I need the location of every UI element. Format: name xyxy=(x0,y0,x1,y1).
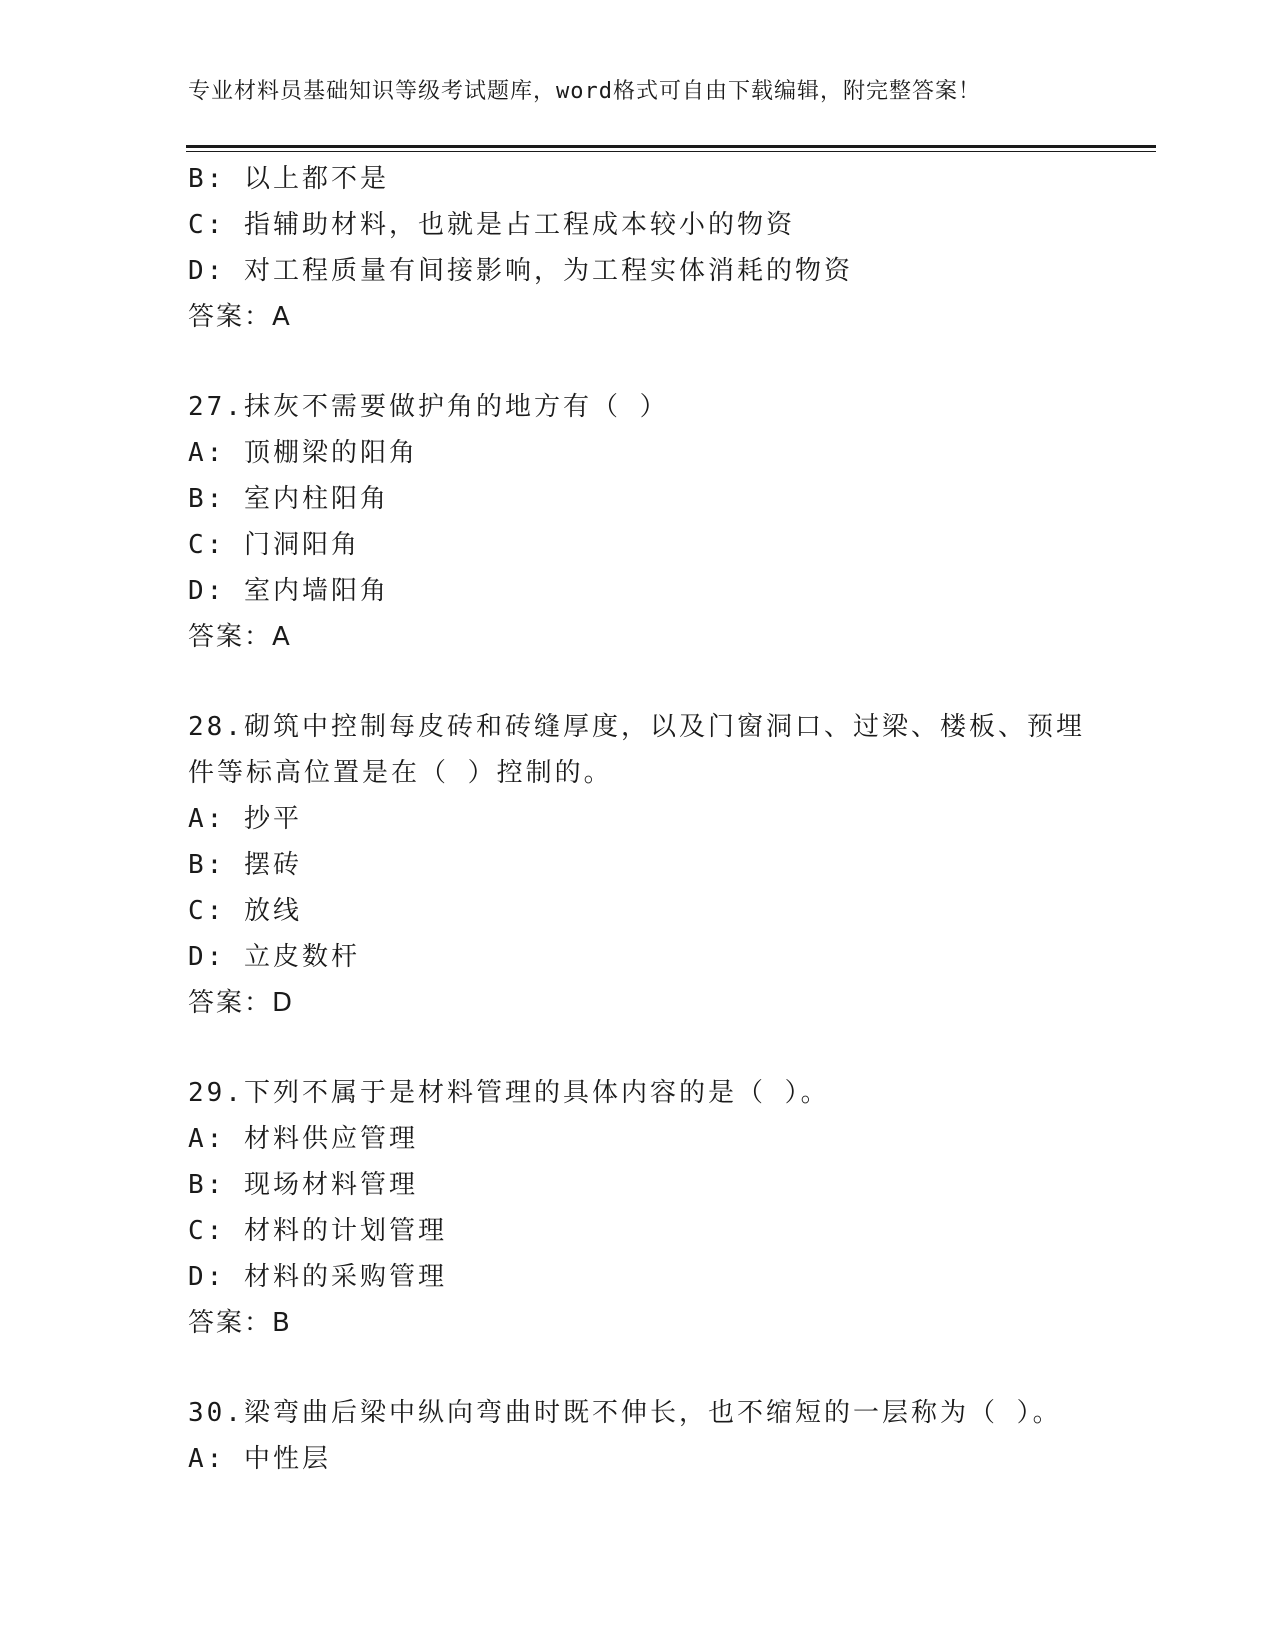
header-rule-thick xyxy=(186,145,1156,148)
question-stem: 29.下列不属于是材料管理的具体内容的是（ ）。 xyxy=(188,1078,830,1108)
option-c: C: 指辅助材料，也就是占工程成本较小的物资 xyxy=(188,210,795,240)
option-c: C: 放线 xyxy=(188,896,302,926)
option-c: C: 材料的计划管理 xyxy=(188,1216,447,1246)
document-body xyxy=(188,156,1088,1482)
question-29 xyxy=(188,1070,1088,1346)
answer: 答案：D xyxy=(188,988,295,1018)
question-stem: 30.梁弯曲后梁中纵向弯曲时既不伸长，也不缩短的一层称为（ ）。 xyxy=(188,1398,1062,1428)
option-c: C: 门洞阳角 xyxy=(188,530,360,560)
header-rule-thin xyxy=(186,151,1156,152)
question-stem-line-1: 28.砌筑中控制每皮砖和砖缝厚度，以及门窗洞口、过梁、楼板、预埋 xyxy=(188,712,1085,742)
option-d: D: 材料的采购管理 xyxy=(188,1262,447,1292)
option-d: D: 室内墙阳角 xyxy=(188,576,389,606)
question-28 xyxy=(188,704,1088,1026)
option-d: D: 立皮数杆 xyxy=(188,942,360,972)
question-26-continued xyxy=(188,156,1088,340)
option-a: A: 材料供应管理 xyxy=(188,1124,418,1154)
option-b: B: 摆砖 xyxy=(188,850,302,880)
option-b: B: 现场材料管理 xyxy=(188,1170,418,1200)
option-b: B: 室内柱阳角 xyxy=(188,484,389,514)
question-stem: 27.抹灰不需要做护角的地方有（ ） xyxy=(188,392,669,422)
answer: 答案：B xyxy=(188,1308,292,1338)
answer: 答案：A xyxy=(188,622,292,652)
option-a: A: 中性层 xyxy=(188,1444,331,1474)
answer: 答案：A xyxy=(188,302,292,332)
question-30 xyxy=(188,1390,1088,1482)
option-a: A: 顶棚梁的阳角 xyxy=(188,438,418,468)
page-header: 专业材料员基础知识等级考试题库，word格式可自由下载编辑，附完整答案！ xyxy=(188,79,981,104)
option-a: A: 抄平 xyxy=(188,804,302,834)
option-d: D: 对工程质量有间接影响，为工程实体消耗的物资 xyxy=(188,256,853,286)
question-27 xyxy=(188,384,1088,660)
option-b: B: 以上都不是 xyxy=(188,164,389,194)
question-stem-line-2: 件等标高位置是在（ ）控制的。 xyxy=(188,758,613,788)
